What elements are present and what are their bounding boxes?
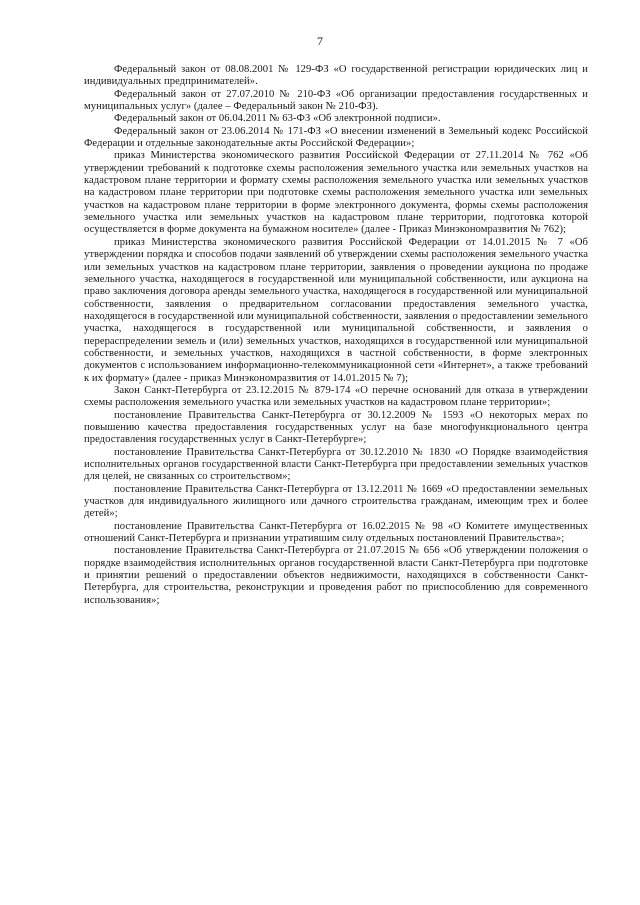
document-body — [84, 64, 588, 607]
paragraph-decree-1669: постановление Правительства Санкт-Петербурга от 13.12.2011 № 1669 «О предоставлении земельных участков для индивидуального жилищного или дачного строительства гражданам, имеющим трех и более детей»; — [84, 483, 588, 520]
paragraph-decree-1830: постановление Правительства Санкт-Петербурга от 30.12.2010 № 1830 «О Порядке взаимодействия исполнительных органов государственной власти Санкт-Петербурга при предоставлении земельных участков для целей, не связанных со строительством»; — [84, 446, 588, 483]
paragraph-law-210fz: Федеральный закон от 27.07.2010 № 210-ФЗ «Об организации предоставления государственных и муниципальных услуг» (далее – Федеральный закон № 210-ФЗ). — [84, 88, 588, 113]
paragraph-order-7: приказ Министерства экономического развития Российской Федерации от 14.01.2015 № 7 «Об утверждении порядка и способов подачи заявлений об утверждении схемы расположения земельного участка или земельных участков на кадастровом плане территории, заявления о проведении аукциона по продаже земельного участка, находящегося в государственной или муниципальной собственности, или аукциона на право заключения договора аренды земельного участка, находящегося в государственной или муниципальной собственности, заявления о предварительном согласовании предоставления земельного участка, находящегося в государственной или муниципальной собственности, заявления о предоставлении земельного участка, находящегося в государственной или муниципальной собственности, и заявления о перераспределении земель и (или) земельных участков, находящихся в государственной или муниципальной собственности, и земельных участков, находящихся в частной собственности, в форме электронных документов с использованием информационно-телекоммуникационной сети «Интернет», а также требований к их формату» (далее - приказ Минэкономразвития от 14.01.2015 № 7); — [84, 236, 588, 384]
paragraph-spb-law-879: Закон Санкт-Петербурга от 23.12.2015 № 879-174 «О перечне оснований для отказа в утверждении схемы расположения земельного участка или земельных участков на кадастровом плане территории»; — [84, 384, 588, 409]
paragraph-decree-1593: постановление Правительства Санкт-Петербурга от 30.12.2009 № 1593 «О некоторых мерах по повышению качества предоставления государственных услуг на базе многофункционального центра предоставления государственных услуг в Санкт-Петербурге»; — [84, 409, 588, 446]
page-number: 7 — [317, 34, 323, 48]
paragraph-decree-98: постановление Правительства Санкт-Петербурга от 16.02.2015 № 98 «О Комитете имущественных отношений Санкт-Петербурга и признании утратившим силу отдельных постановлений Правительства»; — [84, 520, 588, 545]
paragraph-law-129fz: Федеральный закон от 08.08.2001 № 129-ФЗ «О государственной регистрации юридических лиц и индивидуальных предпринимателей». — [84, 64, 588, 88]
paragraph-order-762: приказ Министерства экономического развития Российской Федерации от 27.11.2014 № 762 «Об утверждении требований к подготовке схемы расположения земельного участка или земельных участков на кадастровом плане территории и формату схемы расположения земельного участка или земельных участков на кадастровом плане территории при подготовке схемы расположения земельного участка или земельных участков на кадастровом плане территории в форме электронного документа, формы схемы расположения земельного участка или земельных участков на кадастровом плане территории, подготовка которой осуществляется в форме документа на бумажном носителе» (далее - Приказ Минэкономразвития № 762); — [84, 150, 588, 236]
paragraph-decree-656: постановление Правительства Санкт-Петербурга от 21.07.2015 № 656 «Об утверждении положения о порядке взаимодействия исполнительных органов государственной власти Санкт-Петербурга при подготовке и принятии решений о предоставлении объектов недвижимости, находящихся в собственности Санкт-Петербурга, для строительства, реконструкции и проведения работ по приспособлению для современного использования»; — [84, 545, 588, 606]
paragraph-law-63fz: Федеральный закон от 06.04.2011 № 63-ФЗ «Об электронной подписи». — [114, 113, 441, 125]
paragraph-law-171fz: Федеральный закон от 23.06.2014 № 171-ФЗ «О внесении изменений в Земельный кодекс Российской Федерации и отдельные законодательные акты Российской Федерации»; — [84, 125, 588, 150]
